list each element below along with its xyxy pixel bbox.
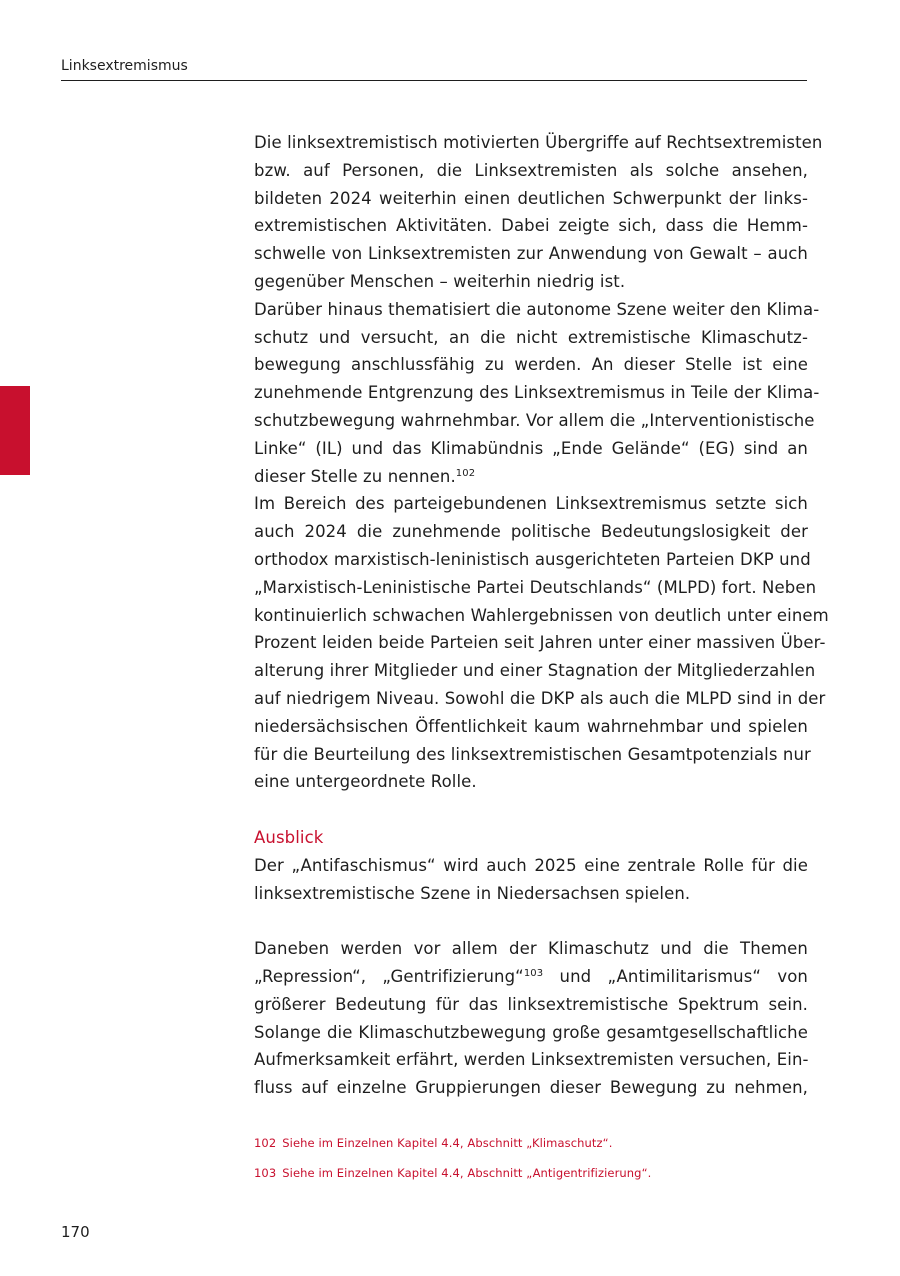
paragraph-4 <box>254 852 808 908</box>
text-line: bewegung anschlussfähig zu werden. An dieser Stelle ist eine <box>254 355 808 375</box>
text-line: linksextremistische Szene in Niedersachsen spielen. <box>254 883 691 903</box>
page-number: 170 <box>61 1223 90 1241</box>
text-line: schutzbewegung wahrnehmbar. Vor allem die „Interventionistische <box>254 410 815 430</box>
text-line: bildeten 2024 weiterhin einen deutlichen Schwerpunkt der links- <box>254 188 808 208</box>
text-line: größerer Bedeutung für das linksextremistische Spektrum sein. <box>254 994 808 1014</box>
text-fragment: und „Antimilitarismus“ von <box>543 966 808 986</box>
footnote-ref-103[interactable]: 103 <box>523 967 544 979</box>
text-fragment: „Repression“, „Gentrifizierung“ <box>254 966 524 986</box>
section-heading-ausblick: Ausblick <box>254 827 324 847</box>
text-line: Darüber hinaus thematisiert die autonome Szene weiter den Klima- <box>254 299 820 319</box>
chapter-marker-tab <box>0 386 30 475</box>
text-line: gegenüber Menschen – weiterhin niedrig ist. <box>254 271 626 291</box>
text-line: schutz und versucht, an die nicht extremistische Klimaschutz- <box>254 327 808 347</box>
running-head-title: Linksextremismus <box>61 58 188 74</box>
text-line <box>254 963 808 991</box>
text-line: schwelle von Linksextremisten zur Anwendung von Gewalt – auch <box>254 244 808 264</box>
text-line: niedersächsischen Öffentlichkeit kaum wahrnehmbar und spielen <box>254 716 808 736</box>
footnotes <box>254 1135 808 1195</box>
footnote-ref-102[interactable]: 102 <box>455 467 476 479</box>
header-rule <box>61 80 807 81</box>
paragraph-1 <box>254 129 823 296</box>
footnote-text: Siehe im Einzelnen Kapitel 4.4, Abschnitt „Antigentrifizierung“. <box>282 1166 652 1180</box>
text-line: für die Beurteilung des linksextremistischen Gesamtpotenzials nur <box>254 744 811 764</box>
text-line: Daneben werden vor allem der Klimaschutz und die Themen <box>254 939 808 959</box>
text-line: „Marxistisch-Leninistische Partei Deutschlands“ (MLPD) fort. Neben <box>254 577 817 597</box>
footnote-103 <box>254 1165 808 1195</box>
text-line: Linke“ (IL) und das Klimabündnis „Ende Gelände“ (EG) sind an <box>254 438 808 458</box>
text-line: orthodox marxistisch-leninistisch ausgerichteten Parteien DKP und <box>254 549 811 569</box>
footnote-102 <box>254 1135 808 1165</box>
text-line: kontinuierlich schwachen Wahlergebnissen von deutlich unter einem <box>254 605 829 625</box>
paragraph-2 <box>254 296 820 491</box>
text-line: Im Bereich des parteigebundenen Linksextremismus setzte sich <box>254 494 808 514</box>
main-text <box>254 129 829 1102</box>
footnote-text: Siehe im Einzelnen Kapitel 4.4, Abschnitt „Klimaschutz“. <box>282 1136 613 1150</box>
text-line: extremistischen Aktivitäten. Dabei zeigte sich, dass die Hemm- <box>254 216 808 236</box>
text-line <box>254 463 808 491</box>
text-line: auf niedrigem Niveau. Sowohl die DKP als auch die MLPD sind in der <box>254 688 826 708</box>
text-line: bzw. auf Personen, die Linksextremisten als solche ansehen, <box>254 160 808 180</box>
text-line: Solange die Klimaschutzbewegung große gesamtgesellschaftliche <box>254 1022 808 1042</box>
text-fragment: dieser Stelle zu nennen. <box>254 466 456 486</box>
text-line: Prozent leiden beide Parteien seit Jahren unter einer massiven Über- <box>254 633 826 653</box>
text-line: Der „Antifaschismus“ wird auch 2025 eine zentrale Rolle für die <box>254 855 808 875</box>
footnote-number: 102 <box>254 1136 277 1150</box>
text-line: fluss auf einzelne Gruppierungen dieser Bewegung zu nehmen, <box>254 1078 808 1098</box>
paragraph-3 <box>254 490 829 796</box>
footnote-number: 103 <box>254 1166 277 1180</box>
text-line: auch 2024 die zunehmende politische Bedeutungslosigkeit der <box>254 522 808 542</box>
text-line: Aufmerksamkeit erfährt, werden Linksextremisten versuchen, Ein- <box>254 1050 809 1070</box>
text-line: Die linksextremistisch motivierten Übergriffe auf Rechtsextremisten <box>254 133 823 152</box>
text-line: alterung ihrer Mitglieder und einer Stagnation der Mitgliederzahlen <box>254 661 816 681</box>
text-line: eine untergeordnete Rolle. <box>254 772 477 792</box>
text-line: zunehmende Entgrenzung des Linksextremismus in Teile der Klima- <box>254 383 820 403</box>
paragraph-5 <box>254 935 808 1102</box>
